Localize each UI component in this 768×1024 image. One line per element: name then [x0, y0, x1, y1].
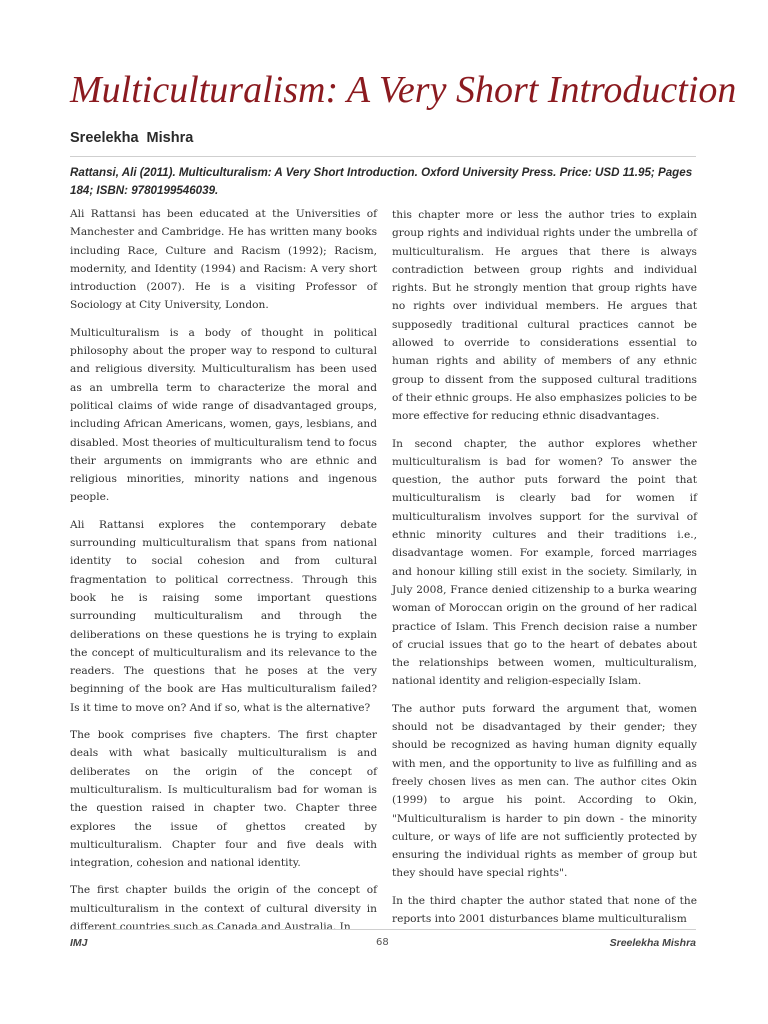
right-column	[392, 206, 697, 937]
paragraph: Multiculturalism is a body of thought in political philosophy about the proper way to respond to cultural and religious diversity. Multiculturalism has been used as an umbrella term to characterize the moral and political claims of wide range of disadvantaged groups, including African Americans, women, gays, lesbians, and disabled. Most theories of multiculturalism tend to focus their arguments on immigrants who are ethnic and religious minorities, minority nations and ingenous people.	[70, 326, 377, 504]
paragraph: The author puts forward the argument that, women should not be disadvantaged by their gender; they should be recognized as having human dignity equally with men, and the opportunity to live as fulfilling and as freely chosen lives as men can. The author cites Okin (1999) to argue his point. According to Okin, "Multiculturalism is harder to pin down - the minority culture, or ways of life are not sufficiently protected by ensuring the individual rights as member of group but they should have special rights".	[392, 702, 697, 880]
header-divider	[70, 156, 696, 157]
author-name: Sreelekha Mishra	[70, 130, 194, 146]
paragraph: this chapter more or less the author tries to explain group rights and individual rights under the umbrella of multiculturalism. He argues that there is always contradiction between group rights and individual rights. But he strongly mention that group rights have no rights over individual members. He argues that supposedly traditional cultural practices cannot be allowed to override to considerations essential to human rights and ability of members of any ethnic group to dissent from the supposed cultural traditions of their ethnic groups. He also emphasizes policies to be more effective for reducing ethnic disadvantages.	[392, 209, 697, 423]
footer-divider	[70, 929, 696, 930]
paragraph: The first chapter builds the origin of the concept of multiculturalism in the context of cultural diversity in different countries such as Canada and Australia. In	[70, 884, 377, 933]
running-author: Sreelekha Mishra	[609, 937, 696, 949]
paragraph: Ali Rattansi has been educated at the Universities of Manchester and Cambridge. He has written many books including Race, Culture and Racism (1992); Racism, modernity, and Identity (1994) and Racism: A very short introduction (2007). He is a visiting Professor of Sociology at City University, London.	[70, 208, 377, 312]
paragraph: Ali Rattansi explores the contemporary debate surrounding multiculturalism that spans from national identity to social cohesion and from cultural fragmentation to political correctness. Through this book he is raising some important questions surrounding multiculturalism and through the deliberations on these questions he is trying to explain the concept of multiculturalism and its relevance to the readers. The questions that he poses at the very beginning of the book are Has multiculturalism failed? Is it time to move on? And if so, what is the alternative?	[70, 518, 377, 714]
paragraph: The book comprises five chapters. The first chapter deals with what basically multiculturalism is and deliberates on the origin of the concept of multiculturalism. Is multiculturalism bad for woman is the question raised in chapter two. Chapter three explores the issue of ghettos created by multiculturalism. Chapter four and five deals with integration, cohesion and national identity.	[70, 729, 377, 870]
journal-abbreviation: IMJ	[70, 937, 88, 949]
book-citation: Rattansi, Ali (2011). Multiculturalism: A Very Short Introduction. Oxford University Press. Price: USD 11.95; Pages 184; ISBN: 9780199546039.	[70, 166, 693, 197]
left-column	[70, 205, 377, 945]
page-number: 68	[376, 937, 389, 948]
paragraph: In second chapter, the author explores whether multiculturalism is bad for women? To answer the question, the author puts forward the point that multiculturalism is clearly bad for women if multiculturalism involves support for the survival of ethnic minority cultures and their traditions i.e., disadvantage women. For example, forced marriages and honour killing still exist in the society. Similarly, in July 2008, France denied citizenship to a burka wearing woman of Moroccan origin on the ground of her radical practice of Islam. This French decision raise a number of crucial issues that go to the heart of debates about the relationships between women, multiculturalism, national identity and religion-especially Islam.	[392, 437, 697, 688]
paragraph: In the third chapter the author stated that none of the reports into 2001 disturbances blame multiculturalism	[392, 894, 697, 925]
article-title: Multiculturalism: A Very Short Introduction	[70, 69, 737, 111]
